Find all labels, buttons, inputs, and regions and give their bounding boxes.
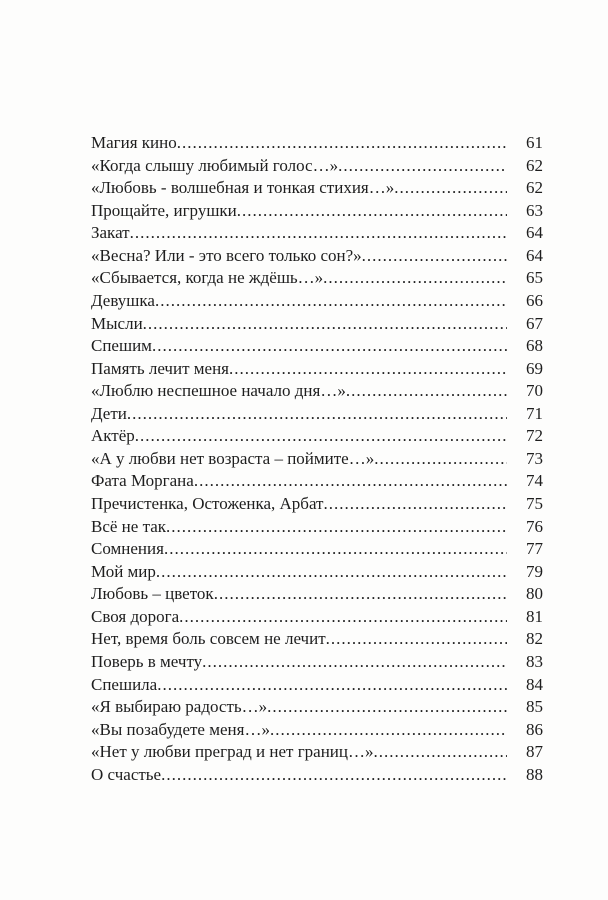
toc-entry [91, 516, 543, 539]
toc-entry-title: Актёр [91, 426, 135, 446]
toc-entry-page: 63 [526, 200, 543, 220]
toc-entry-title: Всё не так [91, 516, 167, 536]
dot-leader [326, 628, 507, 651]
toc-entry [91, 561, 543, 584]
toc-entry-title: Поверь в мечту [91, 651, 203, 671]
toc-entry [91, 628, 543, 651]
toc-entry [91, 380, 543, 403]
dot-leader [177, 132, 507, 155]
toc-entry [91, 448, 543, 471]
toc-entry-page: 69 [526, 358, 543, 378]
toc-entry-page: 70 [526, 381, 543, 401]
toc-entry-title: «Я выбираю радость…» [91, 697, 268, 717]
toc-entry [91, 538, 543, 561]
dot-leader [130, 222, 507, 245]
toc-entry-title: «Люблю неспешное начало дня…» [91, 381, 346, 401]
toc-entry-title: «Вы позабудете меня…» [91, 719, 270, 739]
toc-entry-title: Память лечит меня [91, 358, 229, 378]
toc-entry [91, 335, 543, 358]
dot-leader [194, 470, 507, 493]
toc-entry-page: 74 [526, 471, 543, 491]
toc-entry-page: 76 [526, 516, 543, 536]
dot-leader [202, 651, 507, 674]
toc-entry-page: 83 [526, 651, 543, 671]
toc-entry-page: 86 [526, 719, 543, 739]
toc-entry-page: 68 [526, 336, 543, 356]
toc-entry-title: «Нет у любви преград и нет границ…» [91, 742, 374, 762]
toc-entry-title: «Весна? Или - это всего только сон?» [91, 245, 362, 265]
toc-entry-page: 82 [526, 629, 543, 649]
toc-entry [91, 493, 543, 516]
toc-entry [91, 222, 543, 245]
toc-entry-title: Пречистенка, Остоженка, Арбат [91, 494, 324, 513]
dot-leader [324, 493, 508, 516]
toc-entry [91, 425, 543, 448]
toc-entry [91, 267, 543, 290]
toc-entry-title: Прощайте, игрушки [91, 200, 237, 220]
toc-entry [91, 177, 543, 200]
dot-leader [161, 764, 507, 787]
dot-leader [267, 696, 507, 719]
toc-entry-page: 84 [526, 674, 543, 694]
dot-leader [156, 561, 507, 584]
toc-entry-title: Мысли [91, 313, 143, 333]
dot-leader [155, 290, 507, 313]
toc-entry-page: 61 [526, 133, 543, 152]
dot-leader [164, 538, 507, 561]
toc-entry [91, 741, 543, 764]
toc-entry-page: 77 [526, 539, 543, 559]
dot-leader [270, 719, 507, 742]
toc-entry-title: Девушка [91, 290, 155, 310]
toc-entry-page: 64 [526, 223, 543, 243]
toc-entry-page: 64 [526, 245, 543, 265]
toc-entry-title: О счастье [91, 764, 162, 784]
toc-entry [91, 245, 543, 268]
toc-entry-title: Спешим [91, 336, 152, 356]
toc-entry-title: Спешила [91, 674, 158, 694]
toc-entry-page: 88 [526, 764, 543, 784]
dot-leader [152, 335, 507, 358]
toc-entry-page: 72 [526, 426, 543, 446]
dot-leader [214, 583, 507, 606]
toc-entry-title: Закат [91, 223, 130, 243]
toc-entry-title: Мой мир [91, 561, 156, 581]
toc-entry [91, 674, 543, 697]
toc-entry-title: Дети [91, 403, 127, 423]
toc-entry-title: «Сбывается, когда не ждёшь…» [91, 268, 324, 288]
dot-leader [237, 200, 507, 223]
toc-entry [91, 313, 543, 336]
toc-entry-page: 73 [526, 448, 543, 468]
dot-leader [229, 358, 507, 381]
dot-leader [127, 403, 507, 426]
dot-leader [179, 606, 507, 629]
toc-entry [91, 651, 543, 674]
toc-entry [91, 358, 543, 381]
dot-leader [346, 380, 507, 403]
dot-leader [394, 177, 507, 200]
dot-leader [166, 516, 507, 539]
toc-entry-page: 66 [526, 290, 543, 310]
toc-entry-title: Нет, время боль совсем не лечит [91, 629, 326, 649]
dot-leader [362, 245, 507, 268]
toc-entry [91, 583, 543, 606]
toc-entry-page: 81 [526, 606, 543, 626]
toc-entry-title: «А у любви нет возраста – поймите…» [91, 448, 375, 468]
toc-entry-title: «Когда слышу любимый голос…» [91, 155, 339, 175]
toc-entry [91, 290, 543, 313]
toc-entry-page: 75 [526, 494, 543, 513]
toc-entry-page: 67 [526, 313, 543, 333]
dot-leader [143, 313, 507, 336]
toc-entry-page: 62 [526, 155, 543, 175]
dot-leader [374, 448, 507, 471]
toc-entry [91, 155, 543, 178]
toc-entry [91, 696, 543, 719]
dot-leader [374, 741, 507, 764]
toc-entry-title: Любовь – цветок [91, 584, 214, 604]
toc-entry [91, 764, 543, 787]
toc-entry-page: 65 [526, 268, 543, 288]
toc-entry-title: «Любовь - волшебная и тонкая стихия…» [91, 178, 395, 198]
dot-leader [338, 155, 507, 178]
toc-entry-page: 62 [526, 178, 543, 198]
toc-entry-title: Своя дорога [91, 606, 180, 626]
toc-entry-page: 79 [526, 561, 543, 581]
toc-entry-title: Магия кино [91, 133, 177, 152]
toc-entry [91, 403, 543, 426]
toc-entry-title: Сомнения [91, 539, 164, 559]
toc-entry [91, 606, 543, 629]
dot-leader [157, 674, 507, 697]
toc-entry [91, 470, 543, 493]
dot-leader [323, 267, 507, 290]
toc-entry-page: 71 [526, 403, 543, 423]
toc-entry-page: 87 [526, 742, 543, 762]
toc-entry [91, 132, 543, 155]
toc-entry [91, 200, 543, 223]
dot-leader [135, 425, 507, 448]
toc-entry-title: Фата Моргана [91, 471, 194, 491]
toc-entry-page: 80 [526, 584, 543, 604]
toc-entry-page: 85 [526, 697, 543, 717]
table-of-contents [91, 132, 543, 786]
toc-entry [91, 719, 543, 742]
